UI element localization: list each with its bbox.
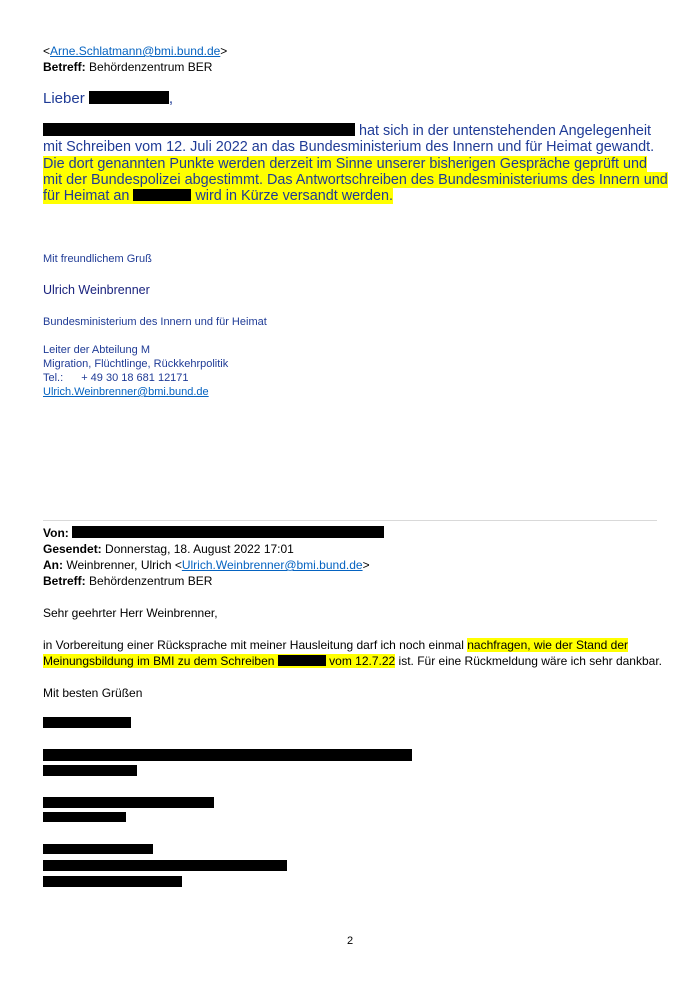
original-body-line-1: in Vorbereitung einer Rücksprache mit meiner Hausleitung darf ich noch einmal nachfragen, wie der Stand der — [43, 638, 628, 652]
original-closing: Mit besten Grüßen — [43, 686, 143, 700]
redaction-bar — [43, 844, 153, 854]
original-subject-line: Betreff: Behördenzentrum BER — [43, 574, 213, 588]
subject-text: Behördenzentrum BER — [89, 60, 213, 74]
redaction-bar — [43, 860, 287, 871]
redaction-bar — [43, 123, 355, 136]
redaction-bar — [72, 526, 384, 538]
original-salutation: Sehr geehrter Herr Weinbrenner, — [43, 606, 218, 620]
recipient-email-link[interactable]: Ulrich.Weinbrenner@bmi.bund.de — [181, 558, 363, 572]
redaction-bar — [43, 717, 131, 728]
redaction-bar — [43, 797, 214, 808]
original-body-line-2: Meinungsbildung im BMI zu dem Schreiben vom 12.7.22 ist. Für eine Rückmeldung wäre ich sehr dankbar. — [43, 654, 662, 668]
redaction-bar — [43, 812, 126, 822]
signature-ministry: Bundesministerium des Innern und für Heimat — [43, 316, 267, 328]
signature-closing: Mit freundlichem Gruß — [43, 253, 152, 265]
reply-greeting: Lieber , — [43, 90, 174, 107]
reply-line-5: für Heimat an wird in Kürze versandt werden. — [43, 188, 393, 205]
reply-line-4: mit der Bundespolizei abgestimmt. Das Antwortschreiben des Bundesministeriums des Innern und — [43, 171, 668, 188]
signature-email-line — [43, 385, 209, 399]
header-subject-line — [43, 59, 212, 75]
subject-label: Betreff: — [43, 60, 86, 74]
signature-name: Ulrich Weinbrenner — [43, 283, 150, 297]
signature-department: Migration, Flüchtlinge, Rückkehrpolitik — [43, 358, 229, 370]
reply-line-2: mit Schreiben vom 12. Juli 2022 an das Bundesministerium des Innern und für Heimat gewandt. — [43, 139, 655, 156]
original-sent-line: Gesendet: Donnerstag, 18. August 2022 17:01 — [43, 542, 294, 556]
redaction-bar — [278, 655, 326, 666]
signature-email-link[interactable]: Ulrich.Weinbrenner@bmi.bund.de — [43, 386, 209, 398]
page-number: 2 — [346, 935, 354, 947]
original-to-line: An: Weinbrenner, Ulrich <Ulrich.Weinbrenner@bmi.bund.de> — [43, 558, 370, 572]
reply-line-3: Die dort genannten Punkte werden derzeit im Sinne unserer bisherigen Gespräche geprüft und — [43, 155, 647, 172]
redaction-bar — [43, 876, 182, 887]
header-email-line: <Arne.Schlatmann@bmi.bund.de> — [43, 44, 228, 58]
redaction-bar — [43, 765, 137, 776]
reply-body — [43, 123, 683, 204]
signature-phone: Tel.: + 49 30 18 681 12171 — [43, 372, 189, 384]
signature-role: Leiter der Abteilung M — [43, 344, 151, 356]
reply-line-1: hat sich in der untenstehenden Angelegenheit — [43, 123, 683, 139]
redaction-bar — [43, 749, 412, 761]
message-divider — [43, 520, 657, 521]
redaction-bar — [89, 91, 169, 104]
redaction-bar — [133, 189, 191, 201]
sender-email-link[interactable]: Arne.Schlatmann@bmi.bund.de — [50, 44, 221, 58]
original-from-line: Von: — [43, 525, 384, 541]
